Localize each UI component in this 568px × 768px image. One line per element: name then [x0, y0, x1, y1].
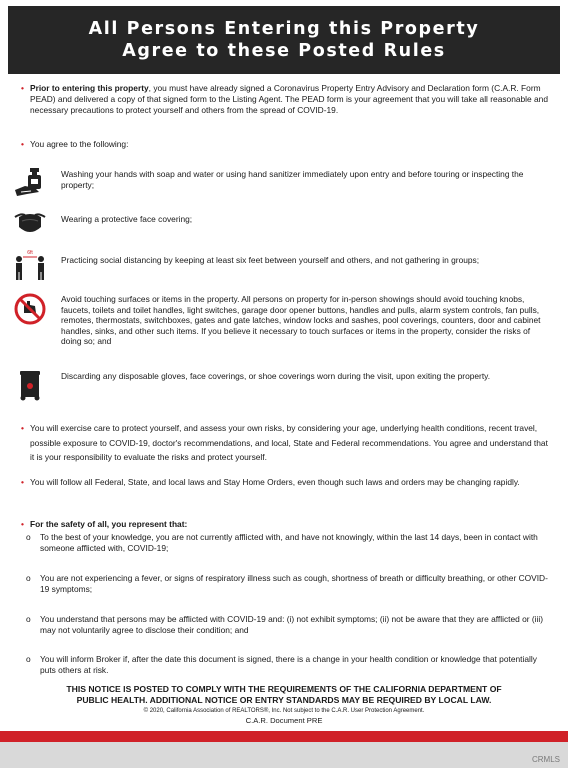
footer-red-bar: [0, 731, 568, 742]
circle-bullet: o: [26, 573, 31, 583]
footer-gray-bar: [0, 742, 568, 768]
circle-bullet: o: [26, 654, 31, 664]
crmls-watermark: CRMLS: [531, 755, 560, 764]
page-title-banner: [8, 6, 560, 74]
rule-text: Wearing a protective face covering;: [61, 214, 193, 224]
notice-line-1: THIS NOTICE IS POSTED TO COMPLY WITH THE REQUIREMENTS OF THE CALIFORNIA DEPARTMENT OF: [66, 684, 502, 694]
safety-heading: • For the safety of all, you represent that:: [21, 519, 188, 529]
social-distance-icon: [13, 248, 47, 282]
circle-bullet: o: [26, 614, 31, 624]
laws-paragraph: • You will follow all Federal, State, and local laws and Stay Home Orders, even though such laws and orders may be changing rapidly.: [21, 477, 520, 487]
legal-notice: [8, 684, 560, 726]
bullet-dot: •: [21, 83, 24, 93]
rule-text: Avoid touching surfaces or items in the property. All persons on property for in-person showings should avoid touching knobs, faucets, toilets and toilet handles, light switches, garage door opener buttons, handles and pulls, alarm system controls, fan pulls, remotes, thermostats, switchboxes, gates and gate latches, window locks and sashes, pool coverings, counters, door and cabinet handles, sinks, and other such items. If you believe it necessary to touch surfaces or items in the property, consider the risks of doing so; and: [61, 294, 541, 347]
title-line-1: All Persons Entering this Property: [88, 19, 480, 39]
rule-text: Washing your hands with soap and water or using hand sanitizer immediately upon entry and before touring or inspecting the property;: [61, 169, 524, 190]
rule-text: Practicing social distancing by keeping at least six feet between yourself and others, and not gathering in groups;: [61, 255, 480, 265]
intro-text: , you must have already signed a Coronavirus Property Entry Advisory and Declaration form (C.A.R. Form PEAD) and delivered a copy of that signed form to the Listing Agent. The PEAD form is your agreement that you will take all reasonable and necessary precautions to protect yourself and others from the spread of COVID-19.: [30, 83, 548, 115]
intro-lead: Prior to entering this property: [30, 83, 149, 93]
trash-bin-icon: [13, 368, 47, 402]
intro-paragraph: [21, 83, 551, 116]
handwashing-icon: [13, 166, 47, 200]
document-id: C.A.R. Document PRE: [245, 716, 323, 725]
representation-item: o To the best of your knowledge, you are not currently afflicted with, and have not knowingly, within the last 14 days, been in contact with someone afflicted with, COVID-19;: [26, 532, 538, 553]
representation-item: o You understand that persons may be afflicted with COVID-19 and: (i) not exhibit symptoms; (ii) not be aware that they are afflicted or (iii) may not voluntarily agree to disclose their condition; and: [26, 614, 544, 635]
rule-text: Discarding any disposable gloves, face coverings, or shoe coverings worn during the visit, upon exiting the property.: [61, 371, 491, 381]
title-line-2: Agree to these Posted Rules: [122, 41, 446, 61]
care-paragraph: • You will exercise care to protect yourself, and assess your own risks, by considering your age, underlying health conditions, recent travel, possible exposure to COVID-19, doctor's recommendations, and local, State and Federal recommendations. You agree and understand that it is your responsibility to evaluate the risks and protect yourself.: [21, 423, 548, 462]
notice-line-2: PUBLIC HEALTH. ADDITIONAL NOTICE OR ENTRY STANDARDS MAY BE REQUIRED BY LOCAL LAW.: [76, 695, 492, 705]
face-mask-icon: [13, 207, 47, 241]
agree-heading: • You agree to the following:: [21, 139, 129, 149]
copyright-line: © 2020, California Association of REALTORS®, Inc. Not subject to the C.A.R. User Protection Agreement.: [143, 708, 425, 714]
representation-item: o You will inform Broker if, after the date this document is signed, there is a change in your health condition or knowledge that potentially puts others at risk.: [26, 654, 537, 675]
representation-item: o You are not experiencing a fever, or signs of respiratory illness such as cough, shortness of breath or difficulty breathing, or other COVID-19 symptoms;: [26, 573, 548, 594]
circle-bullet: o: [26, 532, 31, 542]
page-margin: [0, 0, 8, 731]
rules-document: [8, 74, 560, 725]
six-feet-label: 6ft: [27, 250, 33, 256]
no-touch-icon: [13, 292, 47, 326]
